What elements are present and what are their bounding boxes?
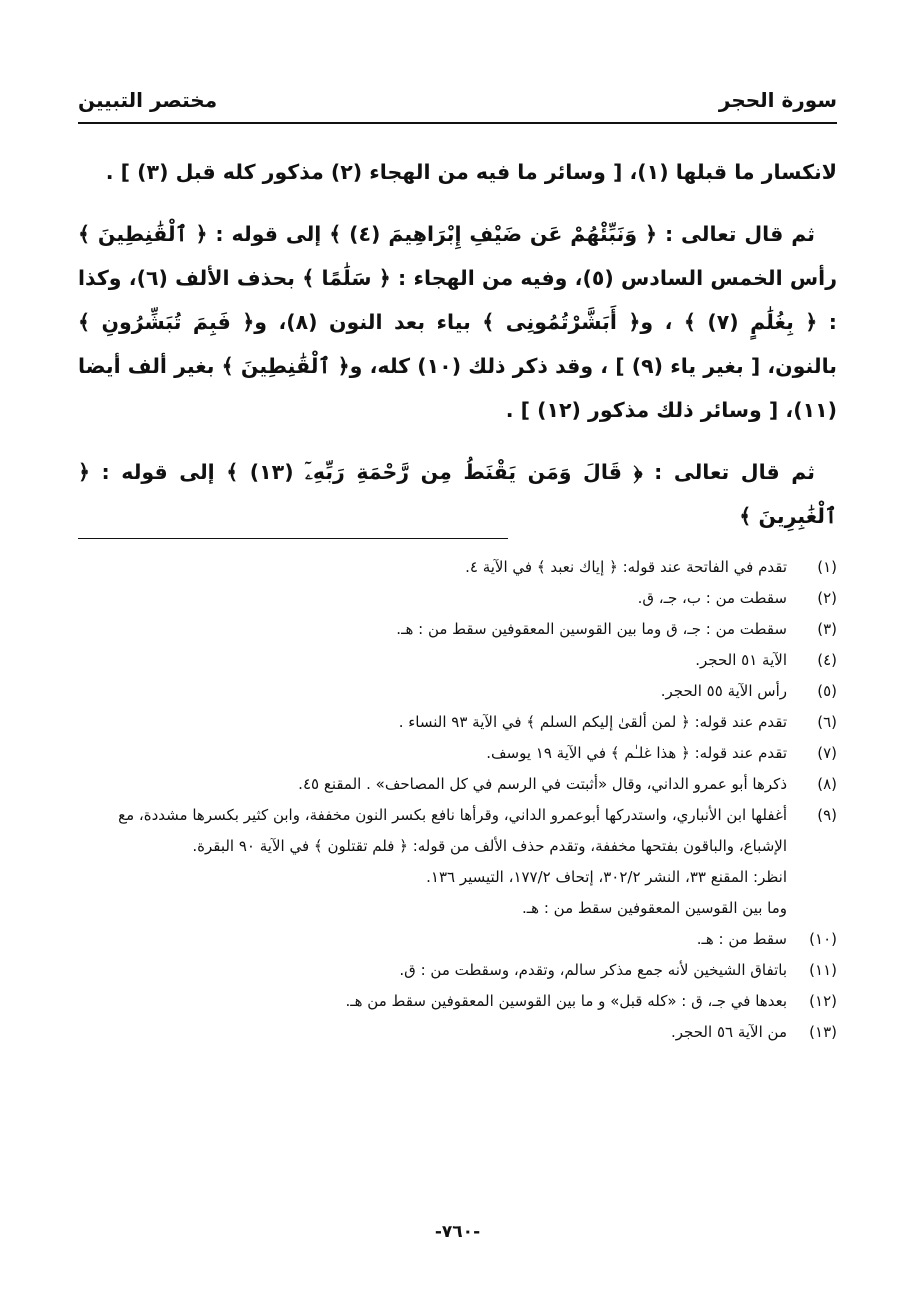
footnote — [78, 924, 837, 955]
footnote — [78, 738, 837, 769]
footnote — [78, 986, 837, 1017]
paragraph: ثم قال تعالى : ﴿ قَالَ وَمَن يَقْنَطُ مِن رَّحْمَةِ رَبِّهِۦٓ (١٣) ﴾ إلى قوله : ﴿ ٱلْغَٰبِرِينَ ﴾ — [78, 460, 837, 528]
footnote-text: تقدم عند قوله: ﴿ هذا غلـٰم ﴾ في الآية ١٩ يوسف. — [486, 744, 787, 762]
footnote-number: (١٢) — [809, 992, 837, 1010]
header-book-title: مختصر التبيين — [78, 88, 218, 112]
footnote — [78, 676, 837, 707]
footnote — [78, 955, 837, 986]
footnote-number: (٥) — [817, 682, 837, 700]
footnote-text: ذكرها أبو عمرو الداني، وقال «أثبتت في الرسم في كل المصاحف» . المقنع ٤٥. — [298, 775, 787, 793]
footnote-text: تقدم عند قوله: ﴿ لمن ألقىٰ إليكم السلم ﴾ في الآية ٩٣ النساء . — [398, 713, 787, 731]
footnote-number: (٣) — [817, 620, 837, 638]
footnote — [78, 552, 837, 583]
footnote — [78, 707, 837, 738]
footnote — [78, 614, 837, 645]
footnote — [78, 645, 837, 676]
footnote — [78, 1017, 837, 1048]
footnote-text: سقط من : هـ. — [696, 930, 787, 948]
footnote-text: أغفلها ابن الأنباري، واستدركها أبوعمرو الداني، وقرأها نافع بكسر النون مخففة، وابن كثير بكسرها مشددة، مع الإشباع، والباقون بفتحها مخففة، وتقدم حذف الألف من قوله: ﴿ فلم تقتلون ﴾ في الآية ٩٠ البقرة. — [118, 806, 787, 855]
footnote-number: (٧) — [817, 744, 837, 762]
footnote-number: (١) — [817, 558, 837, 576]
footnote-number: (٤) — [817, 651, 837, 669]
footnote-text: الآية ٥١ الحجر. — [695, 651, 787, 669]
footnote-text: رأس الآية ٥٥ الحجر. — [660, 682, 787, 700]
footnote — [78, 769, 837, 800]
main-text — [78, 150, 837, 556]
footnote-divider — [78, 538, 508, 539]
footnote-number: (٦) — [817, 713, 837, 731]
footnotes — [78, 552, 837, 1048]
running-header — [78, 88, 837, 124]
footnote-text: من الآية ٥٦ الحجر. — [671, 1023, 787, 1041]
paragraph: لانكسار ما قبلها (١)، [ وسائر ما فيه من الهجاء (٢) مذكور كله قبل (٣) ] . — [105, 160, 837, 184]
footnote-text: سقطت من : جـ، ق وما بين القوسين المعقوفين سقط من : هـ. — [396, 620, 787, 638]
header-surah-title: سورة الحجر — [718, 88, 837, 112]
footnote-text: باتفاق الشيخين لأنه جمع مذكر سالم، وتقدم، وسقطت من : ق. — [399, 961, 787, 979]
footnote — [78, 800, 837, 924]
footnote-number: (١١) — [809, 961, 837, 979]
footnote-text: بعدها في جـ، ق : «كله قبل» و ما بين القوسين المعقوفين سقط من هـ. — [345, 992, 787, 1010]
footnote-text: تقدم في الفاتحة عند قوله: ﴿ إياك نعبد ﴾ في الآية ٤. — [465, 558, 787, 576]
footnote-number: (٨) — [817, 775, 837, 793]
footnote-number: (١٠) — [809, 930, 837, 948]
page-number: -٧٦٠- — [434, 1222, 481, 1242]
footnote-number: (١٣) — [809, 1023, 837, 1041]
footnote-number: (٩) — [817, 806, 837, 824]
footnote-reference: وما بين القوسين المعقوفين سقط من : هـ. — [521, 899, 787, 917]
footnote — [78, 583, 837, 614]
paragraph: ثم قال تعالى : ﴿ وَنَبِّئْهُمْ عَن ضَيْفِ إِبْرَاهِيمَ (٤) ﴾ إلى قوله : ﴿ ٱلْقَٰنِطِينَ ﴾ رأس الخمس السادس (٥)، وفيه من الهجاء : ﴿ سَلَٰمًا ﴾ بحذف الألف (٦)، وكذا : ﴿ بِغُلَٰمٍ (٧) ﴾ ، و﴿ أَبَشَّرْتُمُونِى ﴾ بياء بعد النون (٨)، و﴿ فَبِمَ تُبَشِّرُونِ ﴾ بالنون، [ بغير ياء (٩) ] ، وقد ذكر ذلك (١٠) كله، و﴿ ٱلْقَٰنِطِينَ ﴾ بغير ألف أيضا (١١)، [ وسائر ذلك مذكور (١٢) ] . — [78, 222, 837, 422]
footnote-reference: انظر: المقنع ٣٣، النشر ٣٠٢/٢، إتحاف ١٧٧/٢، التيسير ١٣٦. — [426, 868, 787, 886]
footnote-number: (٢) — [817, 589, 837, 607]
footnote-text: سقطت من : ب، جـ، ق. — [637, 589, 787, 607]
